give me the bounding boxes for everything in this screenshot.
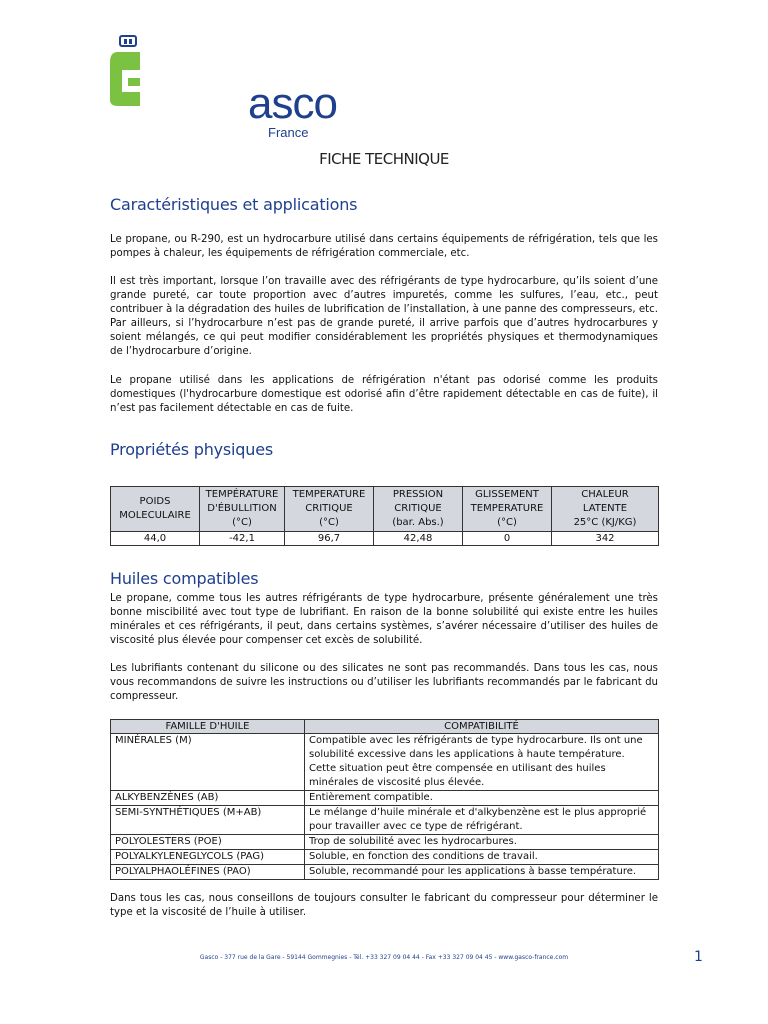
page-title: FICHE TECHNIQUE xyxy=(319,150,449,168)
value-boiling-temp: -42,1 xyxy=(200,532,285,546)
oil-family-cell: MINÉRALES (M) xyxy=(111,734,305,791)
gas-cylinder-logo-icon xyxy=(108,34,168,109)
paragraph-intro: Le propane, ou R-290, est un hydrocarbure utilisé dans certains équipements de réfrigération, tels que les pompes à chaleur, les équipements de réfrigération commerciale, etc. xyxy=(110,234,658,259)
compatibility-cell: Soluble, en fonction des conditions de travail. xyxy=(305,850,659,865)
header-critical-temp: TEMPERATURE CRITIQUE (°C) xyxy=(285,487,374,532)
section-heading-characteristics: Caractéristiques et applications xyxy=(110,195,358,214)
paragraph-purity: Il est très important, lorsque l’on travaille avec des réfrigérants de type hydrocarbure, qu’ils soient d’une grande pureté, car toute proportion avec d’autres impuretés, comme les sulfures, l’eau, etc., peut contribuer à la dégradation des huiles de lubrification de l’installation, à une panne des compresseurs, etc. Par ailleurs, si l’hydrocarbure n’est pas de grande pureté, il arrive parfois que d’autres hydrocarbures y soient mélangés, ce qui peut modifier considérablement les propriétés physiques et thermodynamiques de l’hydrocarbure d’origine. xyxy=(110,276,658,357)
section-heading-oils: Huiles compatibles xyxy=(110,569,259,588)
value-latent-heat: 342 xyxy=(552,532,659,546)
oil-compatibility-table xyxy=(110,719,659,880)
header-glide: GLISSEMENT TEMPERATURE (°C) xyxy=(463,487,552,532)
value-molecular-weight: 44,0 xyxy=(111,532,200,546)
value-critical-pressure: 42,48 xyxy=(374,532,463,546)
logo-wordmark: asco xyxy=(248,79,337,128)
compatibility-cell: Soluble, recommandé pour les applications à basse température. xyxy=(305,865,659,880)
header-molecular-weight: POIDS MOLECULAIRE xyxy=(111,487,200,532)
compatibility-cell: Le mélange d’huile minérale et d'alkybenzène est le plus approprié pour travailler avec ce type de réfrigérant. xyxy=(305,806,659,835)
header-boiling-temp: TEMPÉRATURE D'ÉBULLITION (°C) xyxy=(200,487,285,532)
header-critical-pressure: PRESSION CRITIQUE (bar. Abs.) xyxy=(374,487,463,532)
section-heading-properties: Propriétés physiques xyxy=(110,440,273,459)
oil-family-cell: POLYALPHAOLÉFINES (PAO) xyxy=(111,865,305,880)
value-critical-temp: 96,7 xyxy=(285,532,374,546)
paragraph-miscibility: Le propane, comme tous les autres réfrigérants de type hydrocarbure, présente généralement une très bonne miscibilité avec tout type de lubrifiant. En raison de la bonne solubilité qui existe entre les huiles minérales et ces réfrigérants, il peut, dans certains systèmes, s’avérer nécessaire d’utiliser des huiles de viscosité plus élevée pour compenser cet excès de solubilité. xyxy=(110,593,658,646)
page-number: 1 xyxy=(694,949,703,965)
gasco-logo xyxy=(108,34,337,140)
paragraph-odor: Le propane utilisé dans les applications de réfrigération n'étant pas odorisé comme les produits domestiques (l'hydrocarbure domestique est odorisé afin d’être rapidement détectable en cas de fuite), il n’est pas facilement détectable en cas de fuite. xyxy=(110,375,658,414)
oil-family-cell: SEMI-SYNTHÉTIQUES (M+AB) xyxy=(111,806,305,835)
table-row xyxy=(111,835,659,850)
paragraph-closing: Dans tous les cas, nous conseillons de toujours consulter le fabricant du compresseur pour déterminer le type et la viscosité de l’huile à utiliser. xyxy=(110,893,658,918)
table-row xyxy=(111,734,659,791)
table-row xyxy=(111,791,659,806)
paragraph-lubricants: Les lubrifiants contenant du silicone ou des silicates ne sont pas recommandés. Dans tous les cas, nous vous recommandons de suivre les instructions ou d’utiliser les lubrifiants recommandés par le fabricant du compresseur. xyxy=(110,663,658,702)
oil-family-cell: ALKYBENZÈNES (AB) xyxy=(111,791,305,806)
compatibility-cell: Compatible avec les réfrigérants de type hydrocarbure. Ils ont une solubilité excessive dans les applications à haute température. Cette situation peut être compensée en utilisant des huiles minérales de viscosité plus élevée. xyxy=(305,734,659,791)
compatibility-cell: Entièrement compatible. xyxy=(305,791,659,806)
oil-family-cell: POLYALKYLENEGLYCOLS (PAG) xyxy=(111,850,305,865)
table-row xyxy=(111,865,659,880)
table-row xyxy=(111,850,659,865)
table-row xyxy=(111,806,659,835)
header-latent-heat: CHALEUR LATENTE 25°C (KJ/KG) xyxy=(552,487,659,532)
table-header-row xyxy=(111,487,659,532)
header-oil-family: FAMILLE D'HUILE xyxy=(111,720,305,734)
oil-family-cell: POLYOLESTERS (POE) xyxy=(111,835,305,850)
header-compatibility: COMPATIBILITÉ xyxy=(305,720,659,734)
value-glide: 0 xyxy=(463,532,552,546)
table-header-row xyxy=(111,720,659,734)
page-footer: Gasco - 377 rue de la Gare - 59144 Gommegnies - Tél. +33 327 09 04 44 - Fax +33 327 09 04 45 - www.gasco-france.com xyxy=(199,954,569,961)
compatibility-cell: Trop de solubilité avec les hydrocarbures. xyxy=(305,835,659,850)
logo-subtitle: France xyxy=(268,125,309,140)
table-row xyxy=(111,532,659,546)
physical-properties-table xyxy=(110,486,659,546)
